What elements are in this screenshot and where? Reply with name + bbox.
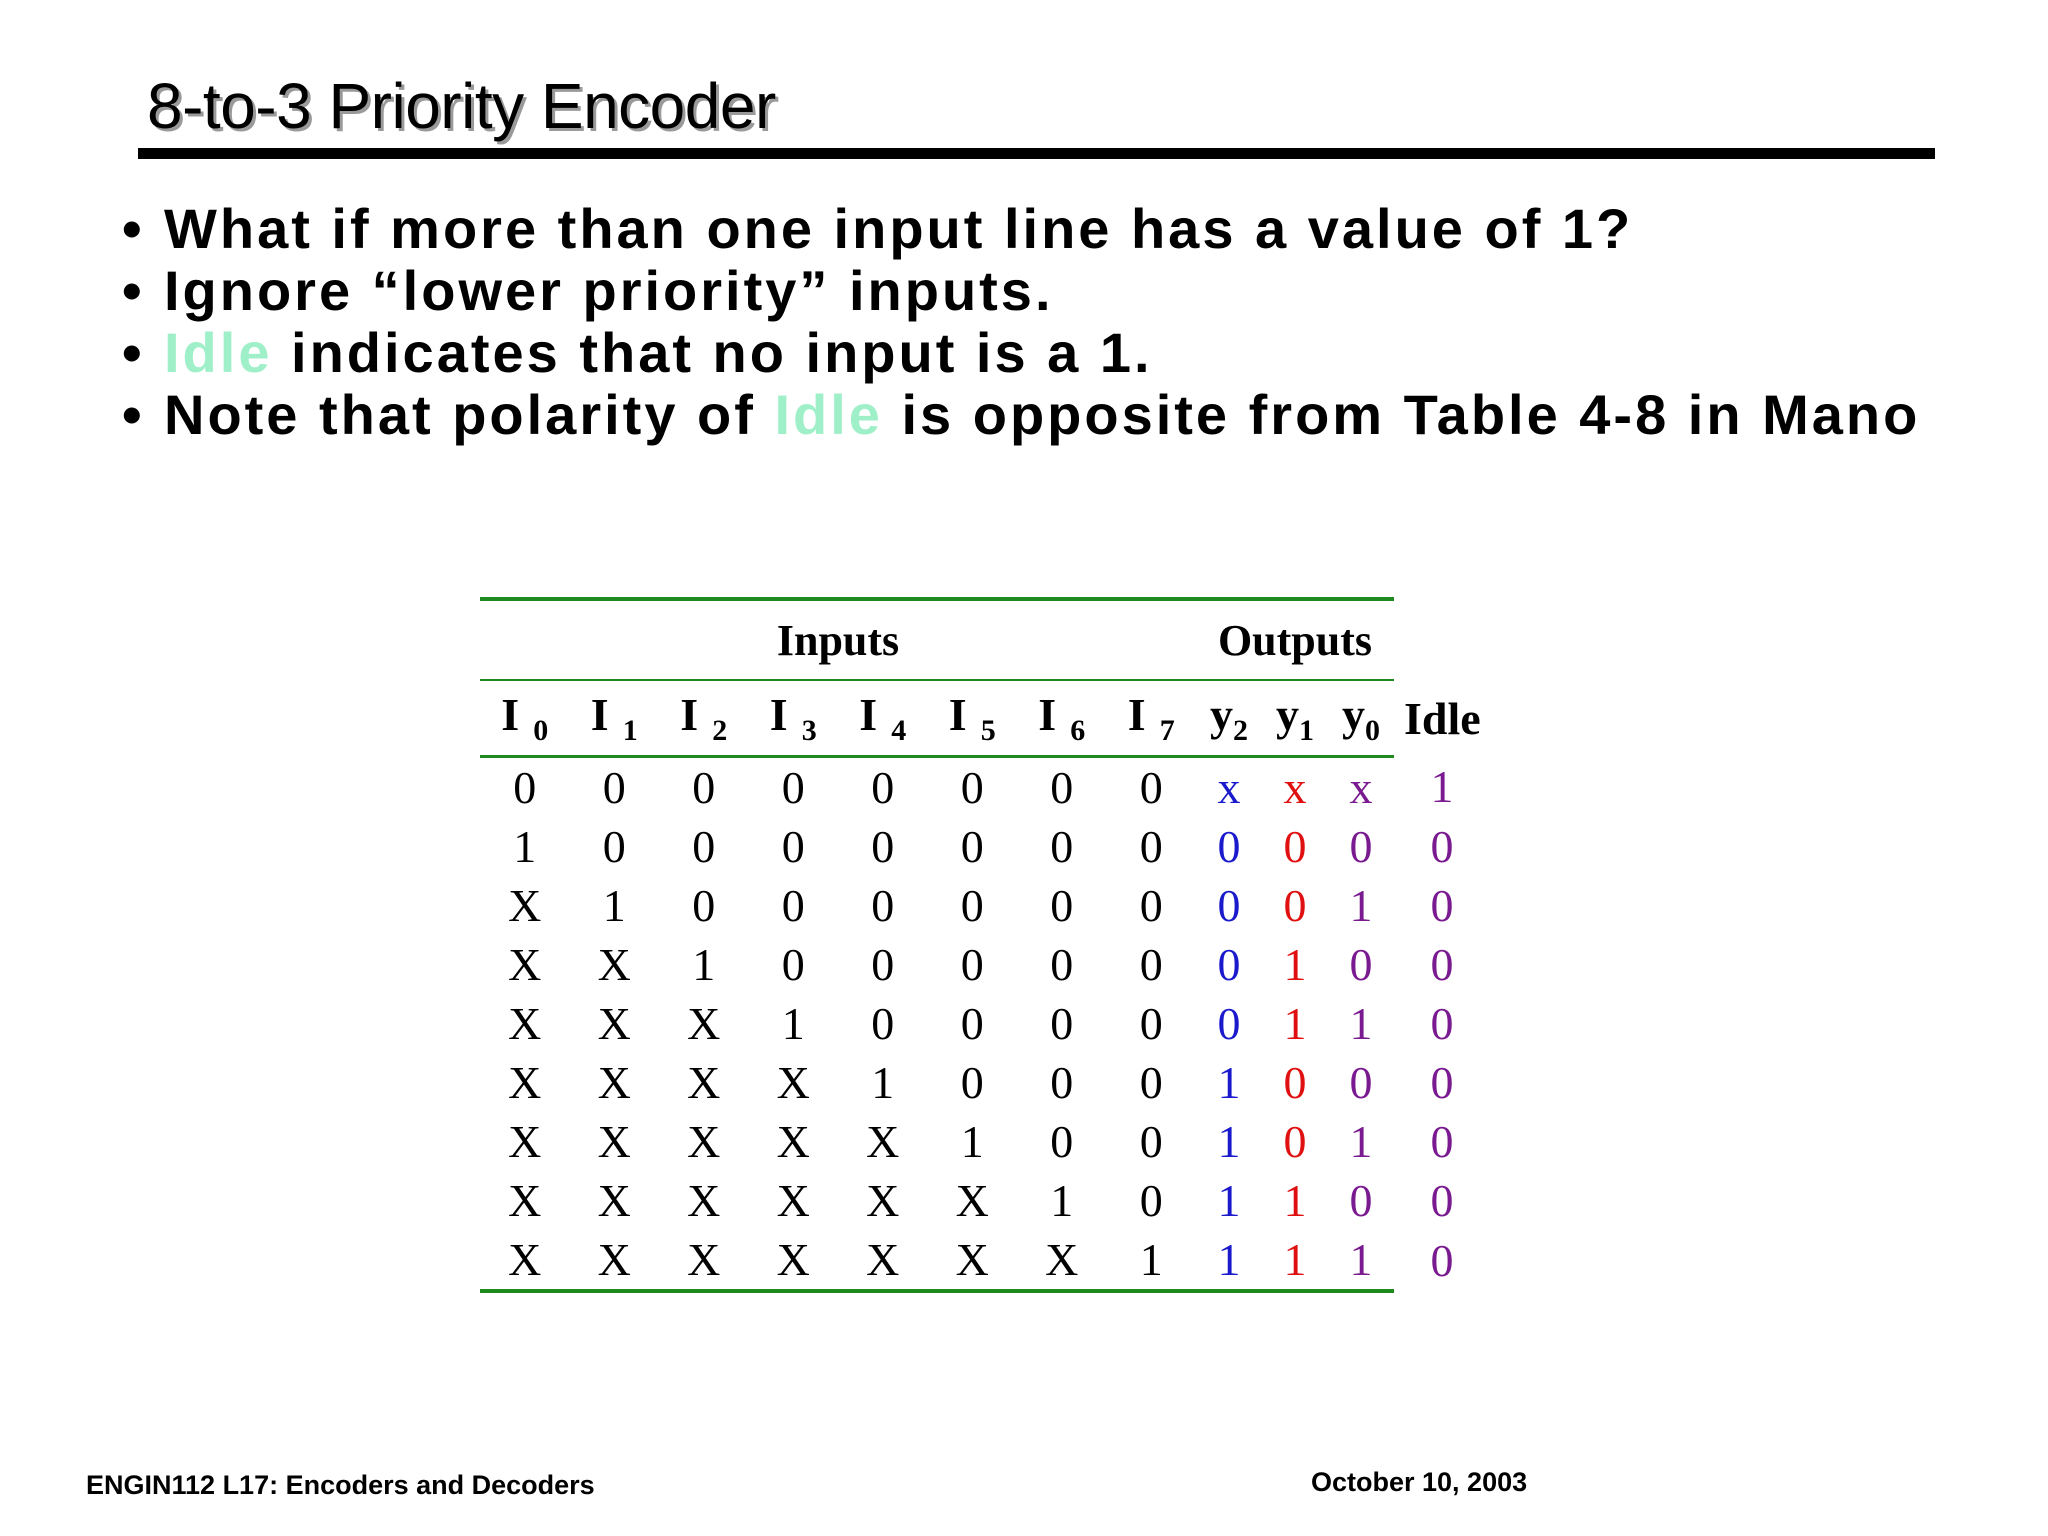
- input-cell: X: [480, 1230, 570, 1291]
- input-cell: 0: [1139, 1175, 1163, 1226]
- input-cell: X: [687, 1175, 721, 1226]
- bullet-item: [122, 198, 1920, 260]
- input-header-subscript: 5: [980, 714, 996, 748]
- input-cell: 0: [1139, 998, 1163, 1049]
- y1-cell: 0: [1283, 1116, 1307, 1167]
- bullet-item: [122, 260, 1920, 322]
- output-header-letter: y: [1342, 688, 1365, 740]
- input-header-subscript: 4: [891, 714, 907, 748]
- column-header-row: [480, 680, 1490, 757]
- input-cell: 1: [692, 939, 716, 990]
- idle-cell: 0: [1430, 880, 1454, 931]
- idle-keyword: Idle: [774, 383, 883, 446]
- output-header: [1262, 680, 1328, 757]
- input-cell: 0: [1050, 762, 1074, 813]
- input-cell: 0: [1139, 1116, 1163, 1167]
- input-cell: 1: [960, 1116, 984, 1167]
- input-header-letter: I: [590, 688, 609, 740]
- idle-cell: 0: [1430, 821, 1454, 872]
- input-cell: X: [570, 1230, 660, 1291]
- input-cell: 0: [1139, 939, 1163, 990]
- input-header-letter: I: [1038, 688, 1057, 740]
- table-row: [480, 1053, 1490, 1112]
- y2-cell: x: [1217, 762, 1241, 813]
- input-cell: 1: [513, 821, 537, 872]
- input-cell: X: [508, 1057, 542, 1108]
- input-cell: 0: [960, 1057, 984, 1108]
- bullet-item: [122, 322, 1920, 384]
- input-cell: X: [597, 998, 631, 1049]
- bullet-text: Ignore “lower priority” inputs.: [164, 259, 1054, 322]
- bullet-text: indicates that no input is a 1.: [272, 321, 1153, 384]
- y0-cell: 1: [1349, 1116, 1373, 1167]
- input-cell: 0: [513, 762, 537, 813]
- idle-cell: 0: [1430, 1235, 1454, 1286]
- bullet-dot-icon: •: [122, 383, 145, 446]
- input-cell: 0: [960, 762, 984, 813]
- input-cell: 0: [871, 762, 895, 813]
- input-cell: 0: [1139, 1057, 1163, 1108]
- y2-cell: 1: [1196, 1230, 1262, 1291]
- input-cell: 0: [1139, 762, 1163, 813]
- input-cell: 1: [781, 998, 805, 1049]
- y2-cell: 1: [1217, 1116, 1241, 1167]
- slide-title: 8-to-3 Priority Encoder: [147, 70, 776, 142]
- input-cell: 0: [1050, 1116, 1074, 1167]
- input-cell: 0: [781, 762, 805, 813]
- input-cell: X: [776, 1175, 810, 1226]
- input-cell: 1: [1107, 1230, 1197, 1291]
- output-header-letter: y: [1210, 688, 1233, 740]
- input-header-subscript: 6: [1070, 714, 1086, 748]
- bullet-dot-icon: •: [122, 197, 145, 260]
- idle-cell: 0: [1430, 939, 1454, 990]
- input-header-subscript: 1: [622, 714, 638, 748]
- y0-cell: 1: [1328, 1230, 1394, 1291]
- input-cell: X: [687, 1057, 721, 1108]
- y0-cell: 0: [1349, 1175, 1373, 1226]
- y1-cell: 1: [1283, 939, 1307, 990]
- input-header: [1017, 680, 1107, 757]
- table-row: [480, 1230, 1490, 1291]
- y0-cell: 0: [1349, 821, 1373, 872]
- y1-cell: 1: [1283, 998, 1307, 1049]
- input-cell: X: [687, 998, 721, 1049]
- input-cell: 0: [1050, 880, 1074, 931]
- input-cell: 0: [1139, 821, 1163, 872]
- input-cell: 0: [1050, 998, 1074, 1049]
- input-header: [749, 680, 839, 757]
- y0-cell: 0: [1349, 1057, 1373, 1108]
- input-cell: X: [866, 1175, 900, 1226]
- table-row: [480, 935, 1490, 994]
- input-cell: 0: [602, 821, 626, 872]
- input-cell: 0: [692, 762, 716, 813]
- bullet-text: Note that polarity of: [164, 383, 775, 446]
- table-row: [480, 1171, 1490, 1230]
- input-cell: 1: [1050, 1175, 1074, 1226]
- input-header-letter: I: [1127, 688, 1146, 740]
- input-cell: 0: [692, 880, 716, 931]
- idle-header: Idle: [1404, 692, 1481, 744]
- input-header: [838, 680, 928, 757]
- input-cell: 0: [781, 880, 805, 931]
- output-header-subscript: 0: [1365, 714, 1380, 748]
- y1-cell: 1: [1283, 1175, 1307, 1226]
- bullet-text: is opposite from Table 4-8 in Mano: [882, 383, 1921, 446]
- y1-cell: 0: [1283, 1057, 1307, 1108]
- input-cell: 0: [871, 821, 895, 872]
- input-cell: X: [597, 939, 631, 990]
- input-cell: X: [749, 1230, 839, 1291]
- outputs-group-header: Outputs: [1196, 599, 1394, 680]
- y2-cell: 1: [1217, 1057, 1241, 1108]
- y2-cell: 0: [1217, 821, 1241, 872]
- bullet-text: What if more than one input line has a value of 1?: [164, 197, 1634, 260]
- input-cell: 1: [602, 880, 626, 931]
- truth-table: [480, 597, 1490, 1293]
- idle-cell: 0: [1430, 1057, 1454, 1108]
- table-row: [480, 994, 1490, 1053]
- input-cell: 0: [1139, 880, 1163, 931]
- input-header: [928, 680, 1018, 757]
- input-cell: X: [659, 1230, 749, 1291]
- input-cell: X: [508, 939, 542, 990]
- bullet-dot-icon: •: [122, 321, 145, 384]
- y2-cell: 0: [1217, 880, 1241, 931]
- input-header: [1107, 680, 1197, 757]
- y1-cell: 0: [1283, 880, 1307, 931]
- table-row: [480, 1112, 1490, 1171]
- output-header: [1328, 680, 1394, 757]
- input-cell: X: [955, 1175, 989, 1226]
- input-cell: X: [508, 880, 542, 931]
- y0-cell: x: [1349, 762, 1373, 813]
- y1-cell: 0: [1283, 821, 1307, 872]
- y0-cell: 1: [1349, 880, 1373, 931]
- input-cell: 0: [602, 762, 626, 813]
- y1-cell: x: [1283, 762, 1307, 813]
- idle-cell: 1: [1430, 761, 1454, 813]
- input-cell: 0: [781, 939, 805, 990]
- input-header-letter: I: [769, 688, 788, 740]
- title-rule: [138, 148, 1935, 159]
- bullet-list: [122, 198, 1920, 446]
- input-header-subscript: 2: [712, 714, 728, 748]
- input-header-letter: I: [680, 688, 699, 740]
- input-cell: X: [508, 1116, 542, 1167]
- footer-date: October 10, 2003: [1311, 1467, 1528, 1497]
- input-cell: 0: [1050, 939, 1074, 990]
- input-header-letter: I: [859, 688, 878, 740]
- input-header-subscript: 7: [1159, 714, 1175, 748]
- input-cell: 0: [960, 998, 984, 1049]
- input-cell: X: [597, 1175, 631, 1226]
- input-cell: X: [1017, 1230, 1107, 1291]
- y2-cell: 0: [1217, 998, 1241, 1049]
- input-cell: 1: [871, 1057, 895, 1108]
- input-cell: X: [838, 1230, 928, 1291]
- table-row: [480, 876, 1490, 935]
- input-cell: 0: [960, 939, 984, 990]
- bullet-dot-icon: •: [122, 259, 145, 322]
- output-header: [1196, 680, 1262, 757]
- y2-cell: 0: [1217, 939, 1241, 990]
- input-header: [480, 680, 570, 757]
- input-header: [659, 680, 749, 757]
- input-cell: 0: [1050, 1057, 1074, 1108]
- inputs-group-header: Inputs: [480, 599, 1196, 680]
- bullet-item: [122, 384, 1920, 446]
- input-cell: 0: [960, 821, 984, 872]
- input-header: [570, 680, 660, 757]
- input-cell: X: [928, 1230, 1018, 1291]
- output-header-subscript: 2: [1233, 714, 1248, 748]
- input-cell: X: [776, 1116, 810, 1167]
- input-cell: X: [508, 998, 542, 1049]
- input-cell: X: [508, 1175, 542, 1226]
- input-header-letter: I: [948, 688, 967, 740]
- idle-keyword: Idle: [164, 321, 273, 384]
- input-cell: X: [597, 1057, 631, 1108]
- y2-cell: 1: [1217, 1175, 1241, 1226]
- input-header-subscript: 3: [801, 714, 817, 748]
- input-cell: X: [597, 1116, 631, 1167]
- footer-course-title: ENGIN112 L17: Encoders and Decoders: [86, 1470, 595, 1500]
- input-header-letter: I: [501, 688, 520, 740]
- input-header-subscript: 0: [533, 714, 549, 748]
- input-cell: 0: [960, 880, 984, 931]
- truth-table-body: [480, 757, 1490, 1292]
- output-header-subscript: 1: [1299, 714, 1314, 748]
- y0-cell: 1: [1349, 998, 1373, 1049]
- idle-cell: 0: [1430, 1175, 1454, 1226]
- group-header-spacer: [1394, 599, 1490, 680]
- input-cell: 0: [871, 939, 895, 990]
- input-cell: 0: [871, 880, 895, 931]
- input-cell: 0: [871, 998, 895, 1049]
- y0-cell: 0: [1349, 939, 1373, 990]
- input-cell: X: [687, 1116, 721, 1167]
- input-cell: 0: [692, 821, 716, 872]
- idle-cell: 0: [1430, 998, 1454, 1049]
- input-cell: X: [776, 1057, 810, 1108]
- input-cell: 0: [1050, 821, 1074, 872]
- input-cell: X: [866, 1116, 900, 1167]
- table-row: [480, 817, 1490, 876]
- output-header-letter: y: [1276, 688, 1299, 740]
- table-row: [480, 757, 1490, 818]
- y1-cell: 1: [1262, 1230, 1328, 1291]
- input-cell: 0: [781, 821, 805, 872]
- group-header-row: [480, 599, 1490, 680]
- idle-cell: 0: [1430, 1116, 1454, 1167]
